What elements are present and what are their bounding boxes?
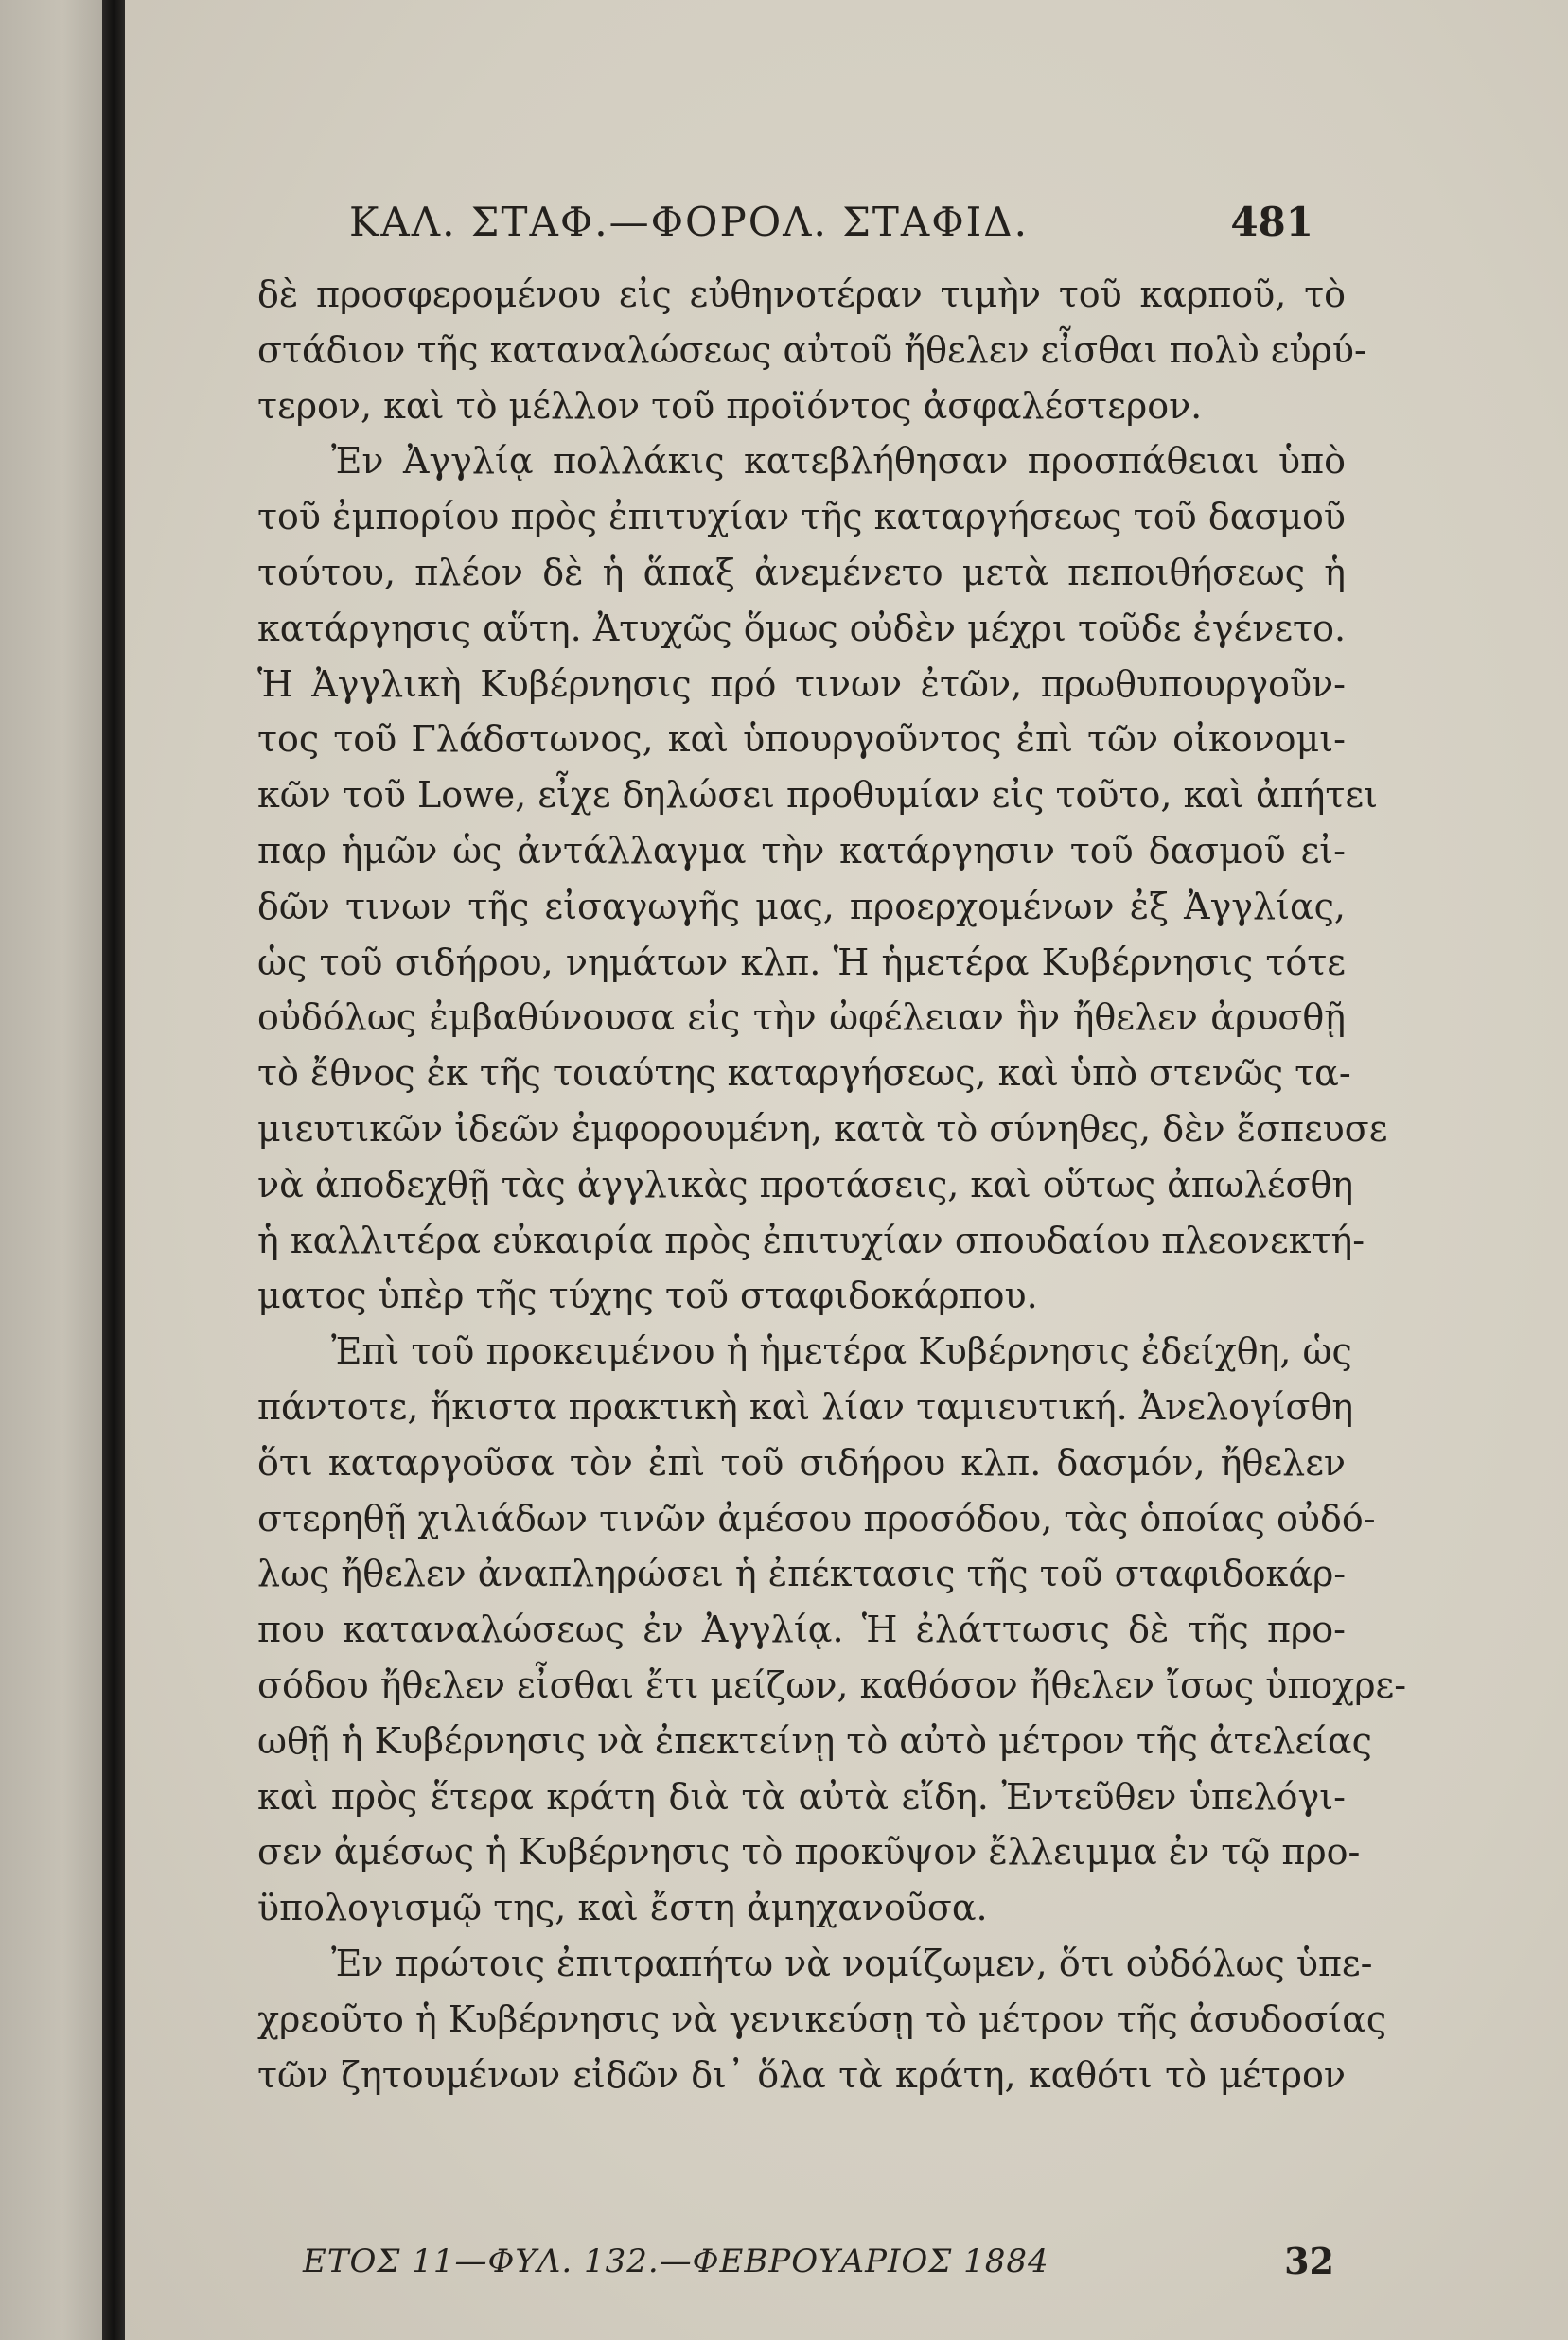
text-line: σόδου ἤθελεν εἶσθαι ἔτι μείζων, καθόσον ἤθελεν ἴσως ὑποχρε- [257,1663,1407,1706]
text-line: ωθῇ ἡ Κυβέρνησις νὰ ἐπεκτείνῃ τὸ αὐτὸ μέτρον τῆς ἀτελείας [257,1719,1372,1762]
text-line: λως ἤθελεν ἀναπληρώσει ἡ ἐπέκτασις τῆς τοῦ σταφιδοκάρ- [257,1553,1347,1595]
text-line: τὸ ἔθνος ἐκ τῆς τοιαύτης καταργήσεως, καὶ ὑπὸ στενῶς τα- [257,1052,1351,1095]
text-line: παρ ἡμῶν ὡς ἀντάλλαγμα τὴν κατάργησιν τοῦ δασμοῦ εἰ- [257,829,1346,871]
text-line: καὶ πρὸς ἕτερα κράτη διὰ τὰ αὐτὰ εἴδη. Ἐντεῦθεν ὑπελόγι- [257,1775,1346,1818]
facing-page-edge [0,0,104,2340]
text-line: ὡς τοῦ σιδήρου, νημάτων κλπ. Ἡ ἡμετέρα Κυβέρνησις τότε [257,941,1346,983]
text-line: χρεοῦτο ἡ Κυβέρνησις νὰ γενικεύσῃ τὸ μέτρον τῆς ἀσυδοσίας [257,1997,1387,2040]
text-line: σεν ἀμέσως ἡ Κυβέρνησις τὸ προκῦψον ἔλλειμμα ἐν τῷ προ- [257,1831,1361,1874]
book-spine-shadow [102,0,125,2340]
sheet-number: 32 [1284,2240,1334,2282]
text-line: μιευτικῶν ἰδεῶν ἐμφορουμένη, κατὰ τὸ σύνηθες, δὲν ἔσπευσε [257,1107,1388,1150]
text-line: ἡ καλλιτέρα εὐκαιρία πρὸς ἐπιτυχίαν σπουδαίου πλεονεκτή- [257,1219,1365,1261]
text-line: τούτου, πλέον δὲ ἡ ἅπαξ ἀνεμένετο μετὰ πεποιθήσεως ἡ [257,551,1346,593]
text-line: ὅτι καταργοῦσα τὸν ἐπὶ τοῦ σιδήρου κλπ. δασμόν, ἤθελεν [257,1441,1346,1484]
page-header [216,189,1313,255]
text-line: τος τοῦ Γλάδστωνος, καὶ ὑπουργοῦντος ἐπὶ τῶν οἰκονομι- [257,718,1346,761]
text-line: κῶν τοῦ Lowe, εἶχε δηλώσει προθυμίαν εἰς τοῦτο, καὶ ἀπήτει [257,774,1378,817]
text-line: κατάργησις αὕτη. Ἀτυχῶς ὅμως οὐδὲν μέχρι τοῦδε ἐγένετο. [257,607,1347,649]
text-line: στερηθῇ χιλιάδων τινῶν ἀμέσου προσόδου, τὰς ὁποίας οὐδό- [257,1497,1376,1539]
text-line: πάντοτε, ἥκιστα πρακτικὴ καὶ λίαν ταμιευτική. Ἀνελογίσθη [257,1385,1354,1428]
footer-signature: ΕΤΟΣ 11—ΦΥΛ. 132.—ΦΕΒΡΟΥΑΡΙΟΣ 1884 [303,2243,1049,2280]
page-number: 481 [1230,199,1313,245]
body-text [257,267,1407,2102]
text-line: Ἐν Ἀγγλίᾳ πολλάκις κατεβλήθησαν προσπάθειαι ὑπὸ [331,440,1346,483]
text-line: ματος ὑπὲρ τῆς τύχης τοῦ σταφιδοκάρπου. [257,1275,1038,1317]
text-line: νὰ ἀποδεχθῇ τὰς ἀγγλικὰς προτάσεις, καὶ οὕτως ἀπωλέσθη [257,1163,1354,1205]
text-line: Ἡ Ἀγγλικὴ Κυβέρνησις πρό τινων ἐτῶν, πρωθυπουργοῦν- [257,662,1346,705]
text-line: τοῦ ἐμπορίου πρὸς ἐπιτυχίαν τῆς καταργήσεως τοῦ δασμοῦ [257,496,1346,538]
text-line: οὐδόλως ἐμβαθύνουσα εἰς τὴν ὠφέλειαν ἣν ἤθελεν ἀρυσθῇ [257,996,1346,1039]
text-line: τῶν ζητουμένων εἰδῶν δι᾽ ὅλα τὰ κράτη, καθότι τὸ μέτρον [257,2053,1346,2096]
text-line: ϋπολογισμῷ της, καὶ ἔστη ἀμηχανοῦσα. [257,1887,988,1929]
page-footer [303,2233,1334,2290]
text-line: στάδιον τῆς καταναλώσεως αὐτοῦ ἤθελεν εἶσθαι πολὺ εὐρύ- [257,328,1366,371]
text-line: τερον, καὶ τὸ μέλλον τοῦ προϊόντος ἀσφαλέστερον. [257,384,1203,427]
text-line: Ἐπὶ τοῦ προκειμένου ἡ ἡμετέρα Κυβέρνησις ἐδείχθη, ὡς [331,1330,1352,1373]
text-line: δῶν τινων τῆς εἰσαγωγῆς μας, προερχομένων ἐξ Ἀγγλίας, [257,885,1346,927]
text-line: δὲ προσφερομένου εἰς εὐθηνοτέραν τιμὴν τοῦ καρποῦ, τὸ [257,273,1346,315]
text-line: Ἐν πρώτοις ἐπιτραπήτω νὰ νομίζωμεν, ὅτι οὐδόλως ὑπε- [331,1942,1373,1984]
text-line: που καταναλώσεως ἐν Ἀγγλίᾳ. Ἡ ἐλάττωσις δὲ τῆς προ- [257,1609,1346,1651]
running-head: ΚΑΛ. ΣΤΑΦ.—ΦΟΡΟΛ. ΣΤΑΦΙΔ. [349,199,1029,245]
